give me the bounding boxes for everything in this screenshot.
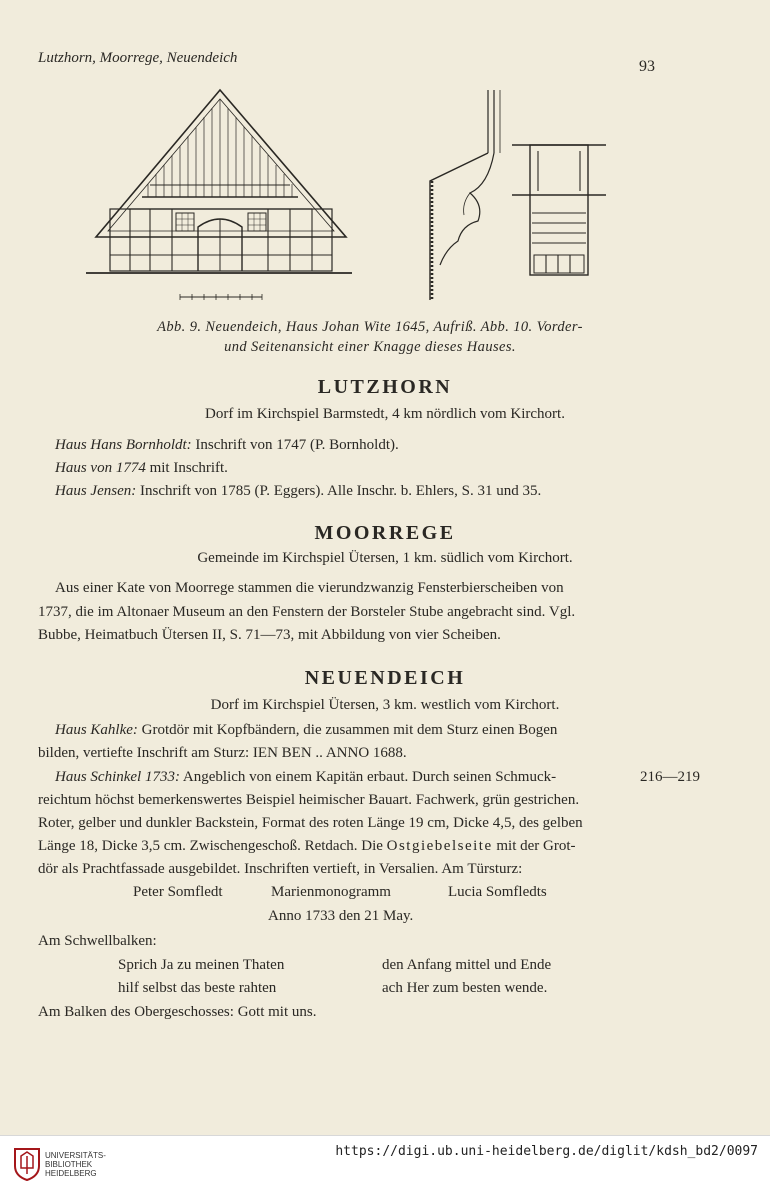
entry-text: mit Inschrift. — [145, 460, 228, 476]
logo-line: UNIVERSITÄTS- — [45, 1151, 106, 1160]
section-subtitle-moorrege: Gemeinde im Kirchspiel Ütersen, 1 km. südlich vom Kirchort. — [197, 550, 573, 566]
university-seal-icon — [12, 1146, 42, 1182]
sill-label: Am Schwellbalken: — [38, 933, 157, 949]
verse-line: hilf selbst das beste rahten — [118, 980, 277, 996]
verse-line: ach Her zum besten wende. — [382, 980, 548, 996]
paragraph-line: bilden, vertiefte Inschrift am Sturz: IEN BEN .. ANNO 1688. — [38, 745, 407, 761]
permalink-url[interactable]: https://digi.ub.uni-heidelberg.de/diglit/kdsh_bd2/0097 — [335, 1144, 758, 1159]
verse-line: Sprich Ja zu meinen Thaten — [118, 957, 285, 973]
library-logo-text — [45, 1151, 106, 1178]
logo-line: HEIDELBERG — [45, 1169, 97, 1178]
figure-illustrations — [0, 85, 770, 315]
section-title-neuendeich: NEUENDEICH — [304, 667, 466, 689]
entry-text: Angeblich von einem Kapitän erbaut. Durch seinen Schmuck- — [179, 769, 557, 785]
figure-caption — [110, 317, 630, 357]
paragraph-line: Am Balken des Obergeschosses: Gott mit uns. — [38, 1004, 317, 1020]
inscription-right: Lucia Somfledts — [448, 884, 547, 900]
margin-note-figures: 216—219 — [640, 769, 700, 785]
paragraph-line: 1737, die im Altonaer Museum an den Fenstern der Borsteler Stube angebracht sind. Vgl. — [38, 604, 576, 620]
caption-line: und Seitenansicht einer Knagge dieses Hauses. — [224, 339, 516, 355]
inscription-date: Anno 1733 den 21 May. — [268, 908, 414, 924]
paragraph-line — [55, 769, 556, 786]
house-name: Haus Hans Bornholdt: — [55, 437, 192, 453]
house-elevation-drawing — [86, 90, 352, 300]
house-name: Haus von 1774 — [55, 460, 146, 476]
paragraph-line: dör als Prachtfassade ausgebildet. Inschriften vertieft, in Versalien. Am Türsturz: — [38, 861, 523, 877]
paragraph-line: reichtum höchst bemerkenswertes Beispiel heimischer Bauart. Fachwerk, grün gestrichen. — [38, 792, 580, 808]
house-name: Haus Schinkel 1733: — [55, 769, 180, 785]
paragraph-line: Roter, gelber und dunkler Backstein, Format des roten Länge 19 cm, Dicke 4,5, des gelben — [38, 815, 583, 831]
knagge-front-view-drawing — [512, 145, 606, 275]
logo-line: BIBLIOTHEK — [45, 1160, 93, 1169]
paragraph-line — [38, 838, 576, 855]
running-head: Lutzhorn, Moorrege, Neuendeich — [38, 50, 238, 66]
viewer-footer — [0, 1135, 770, 1193]
entry-text: Inschrift von 1747 (P. Bornholdt). — [191, 437, 399, 453]
entry-text: Grotdör mit Kopfbändern, die zusammen mit dem Sturz einen Bogen — [137, 722, 558, 738]
section-title-moorrege: MOORREGE — [314, 522, 456, 544]
entry-text: mit der Grot- — [492, 838, 576, 854]
section-title-lutzhorn: LUTZHORN — [317, 376, 453, 398]
entry-line — [55, 460, 228, 477]
house-name: Haus Kahlke: — [55, 722, 138, 738]
paragraph-line: Bubbe, Heimatbuch Ütersen II, S. 71—73, mit Abbildung von vier Scheiben. — [38, 627, 501, 643]
inscription-left: Peter Somfledt — [133, 884, 223, 900]
paragraph-line: Aus einer Kate von Moorrege stammen die vierundzwanzig Fensterbierscheiben von — [55, 580, 564, 596]
page-number: 93 — [639, 58, 655, 75]
spaced-term: Ostgiebelseite — [386, 838, 493, 854]
verse-line: den Anfang mittel und Ende — [382, 957, 552, 973]
house-name: Haus Jensen: — [55, 483, 137, 499]
entry-line — [55, 483, 541, 500]
section-subtitle-lutzhorn: Dorf im Kirchspiel Barmstedt, 4 km nördlich vom Kirchort. — [205, 406, 565, 422]
paragraph-line — [55, 722, 557, 739]
entry-text: Länge 18, Dicke 3,5 cm. Zwischengeschoß. Retdach. Die — [38, 838, 387, 854]
section-subtitle-neuendeich: Dorf im Kirchspiel Ütersen, 3 km. westlich vom Kirchort. — [210, 697, 560, 713]
inscription-middle: Marienmonogramm — [271, 884, 391, 900]
knagge-side-view-drawing — [430, 90, 500, 300]
entry-line — [55, 437, 399, 454]
caption-line: Abb. 9. Neuendeich, Haus Johan Wite 1645, Aufriß. Abb. 10. Vorder- — [157, 319, 583, 335]
entry-text: Inschrift von 1785 (P. Eggers). Alle Inschr. b. Ehlers, S. 31 und 35. — [136, 483, 542, 499]
